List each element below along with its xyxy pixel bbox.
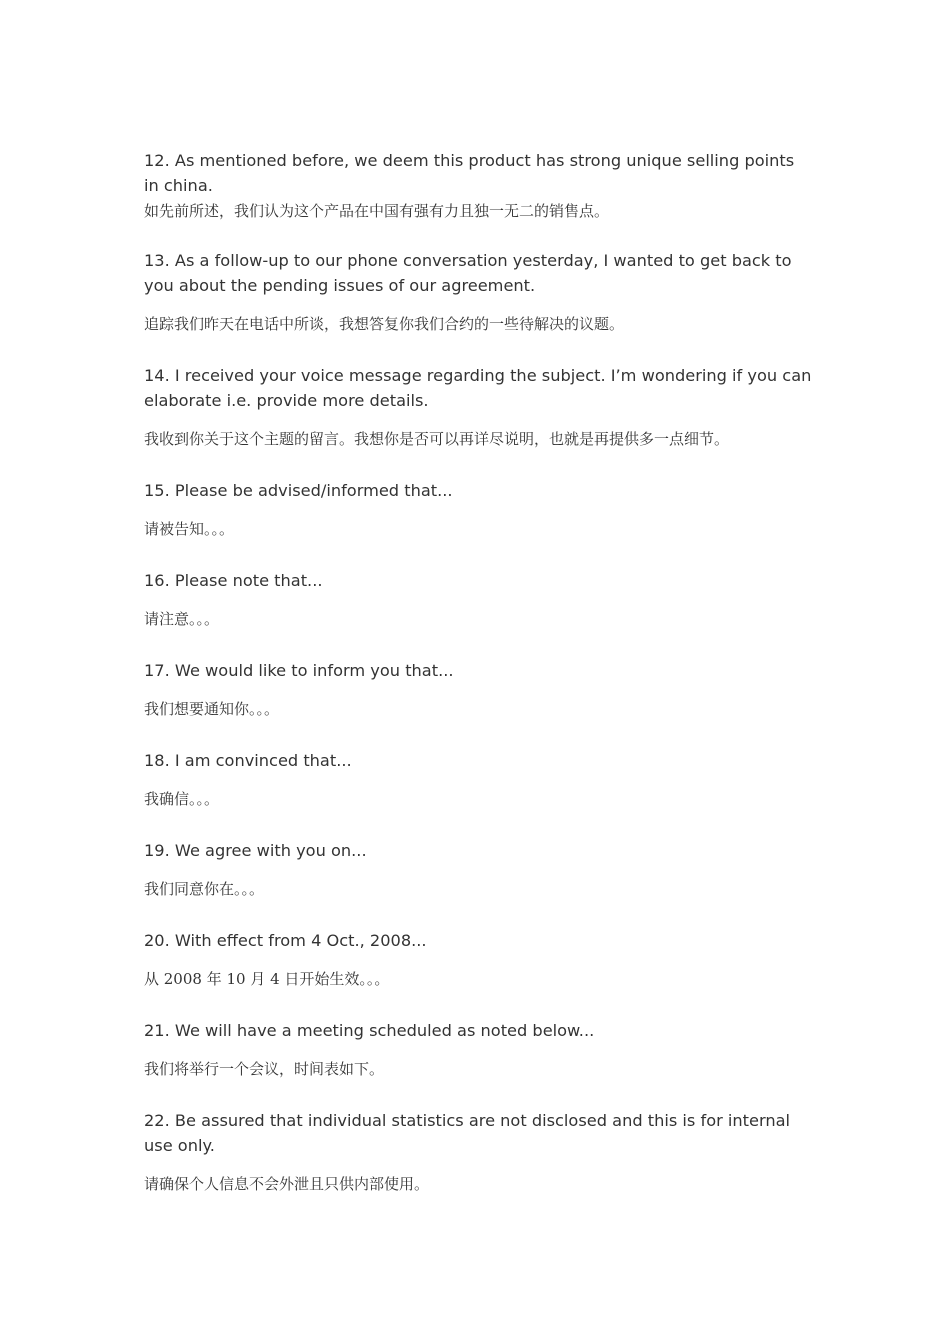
phrase-entry-14 xyxy=(144,363,814,450)
phrase-entry-16 xyxy=(144,568,814,630)
english-sentence: 16. Please note that... xyxy=(144,571,323,590)
english-sentence: 19. We agree with you on... xyxy=(144,841,367,860)
english-sentence: 15. Please be advised/informed that... xyxy=(144,481,453,500)
english-sentence: 17. We would like to inform you that... xyxy=(144,661,454,680)
english-sentence: 18. I am convinced that... xyxy=(144,751,352,770)
chinese-translation: 我收到你关于这个主题的留言。我想你是否可以再详尽说明，也就是再提供多一点细节。 xyxy=(144,430,730,448)
chinese-translation: 请注意。。。 xyxy=(144,610,220,628)
english-sentence: 13. As a follow-up to our phone conversation yesterday, I wanted to get back to you about the pending issues of our agreement. xyxy=(144,251,792,295)
chinese-translation: 请确保个人信息不会外泄且只供内部使用。 xyxy=(144,1175,430,1193)
phrase-entry-13 xyxy=(144,248,814,335)
english-sentence: 21. We will have a meeting scheduled as noted below... xyxy=(144,1021,595,1040)
phrase-entry-17 xyxy=(144,658,814,720)
english-sentence: 22. Be assured that individual statistics are not disclosed and this is for internal use only. xyxy=(144,1111,791,1155)
phrase-entry-18 xyxy=(144,748,814,810)
chinese-translation: 我们将举行一个会议，时间表如下。 xyxy=(144,1060,385,1078)
phrase-entry-22 xyxy=(144,1108,814,1195)
phrase-entry-12 xyxy=(144,148,814,222)
phrase-entry-20 xyxy=(144,928,814,990)
chinese-translation: 从 2008 年 10 月 4 日开始生效。。。 xyxy=(144,970,390,988)
phrase-entry-21 xyxy=(144,1018,814,1080)
chinese-translation: 如先前所述，我们认为这个产品在中国有强有力且独一无二的销售点。 xyxy=(144,202,610,220)
chinese-translation: 我们想要通知你。。。 xyxy=(144,700,280,718)
english-sentence: 20. With effect from 4 Oct., 2008... xyxy=(144,931,427,950)
english-sentence: 14. I received your voice message regarding the subject. I’m wondering if you can elaborate i.e. provide more details. xyxy=(144,366,812,410)
english-sentence: 12. As mentioned before, we deem this product has strong unique selling points in china. xyxy=(144,151,795,195)
chinese-translation: 我确信。。。 xyxy=(144,790,220,808)
phrase-entry-15 xyxy=(144,478,814,540)
phrase-entry-19 xyxy=(144,838,814,900)
chinese-translation: 请被告知。。。 xyxy=(144,520,235,538)
chinese-translation: 我们同意你在。。。 xyxy=(144,880,265,898)
chinese-translation: 追踪我们昨天在电话中所谈，我想答复你我们合约的一些待解决的议题。 xyxy=(144,315,625,333)
